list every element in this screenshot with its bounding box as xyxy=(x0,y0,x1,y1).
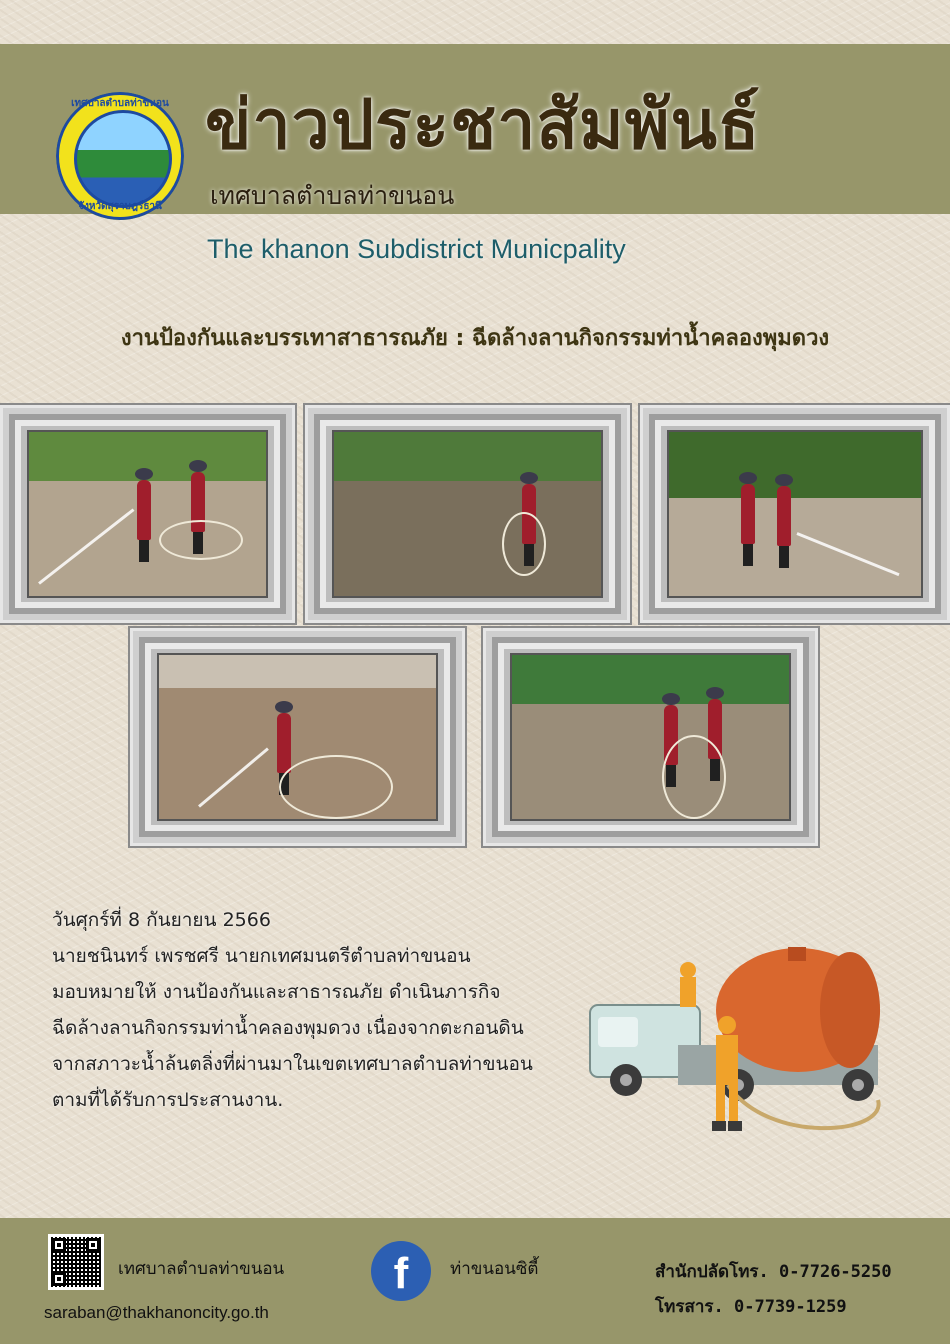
page-title: ข่าวประชาสัมพันธ์ xyxy=(205,85,761,165)
photo-frame-2 xyxy=(305,405,630,623)
photo-3 xyxy=(667,430,923,598)
facebook-page-link[interactable]: ท่าขนอนซิตี้ xyxy=(450,1259,539,1279)
body-line: มอบหมายให้ งานป้องกันและสาธารณภัย ดำเนินภารกิจ xyxy=(52,981,501,1003)
body-line: ฉีดล้างลานกิจกรรมท่าน้ำคลองพุมดวง เนื่องจากตะกอนดิน xyxy=(52,1017,524,1039)
municipality-logo xyxy=(56,92,184,220)
logo-emblem xyxy=(74,110,172,208)
body-line: วันศุกร์ที่ 8 กันยายน 2566 xyxy=(52,909,271,931)
news-headline: งานป้องกันและบรรเทาสาธารณภัย : ฉีดล้างลานกิจกรรมท่าน้ำคลองพุมดวง xyxy=(120,326,830,351)
photo-4 xyxy=(157,653,438,821)
facebook-icon[interactable]: f xyxy=(371,1241,431,1301)
photo-frame-3 xyxy=(640,405,950,623)
qr-code[interactable] xyxy=(48,1234,104,1290)
body-line: จากสภาวะน้ำล้นตลิ่งที่ผ่านมาในเขตเทศบาลตำบลท่าขนอน xyxy=(52,1053,533,1075)
photo-frame-5 xyxy=(483,628,818,846)
photo-5 xyxy=(510,653,791,821)
photo-frame-4 xyxy=(130,628,465,846)
email-link[interactable]: saraban@thakhanoncity.go.th xyxy=(44,1303,269,1322)
news-body xyxy=(52,902,572,1118)
body-line: ตามที่ได้รับการประสานงาน. xyxy=(52,1089,284,1111)
logo-ring-bottom: จังหวัดสุราษฎร์ธานี xyxy=(78,201,162,212)
fax-number: โทรสาร. 0-7739-1259 xyxy=(655,1297,847,1317)
organization-name: เทศบาลตำบลท่าขนอน xyxy=(210,181,455,210)
photo-frame-1 xyxy=(0,405,295,623)
logo-ring-top: เทศบาลตำบลท่าขนอน xyxy=(71,98,169,109)
body-line: นายชนินทร์ เพรชศรี นายกเทศมนตรีตำบลท่าขนอน xyxy=(52,945,471,967)
photo-2 xyxy=(332,430,603,598)
qr-label: เทศบาลตำบลท่าขนอน xyxy=(118,1259,285,1279)
photo-1 xyxy=(27,430,268,598)
water-truck-illustration xyxy=(588,935,908,1155)
office-phone: สำนักปลัดโทร. 0-7726-5250 xyxy=(655,1262,892,1282)
organization-name-english: The khanon Subdistrict Municpality xyxy=(207,234,626,264)
